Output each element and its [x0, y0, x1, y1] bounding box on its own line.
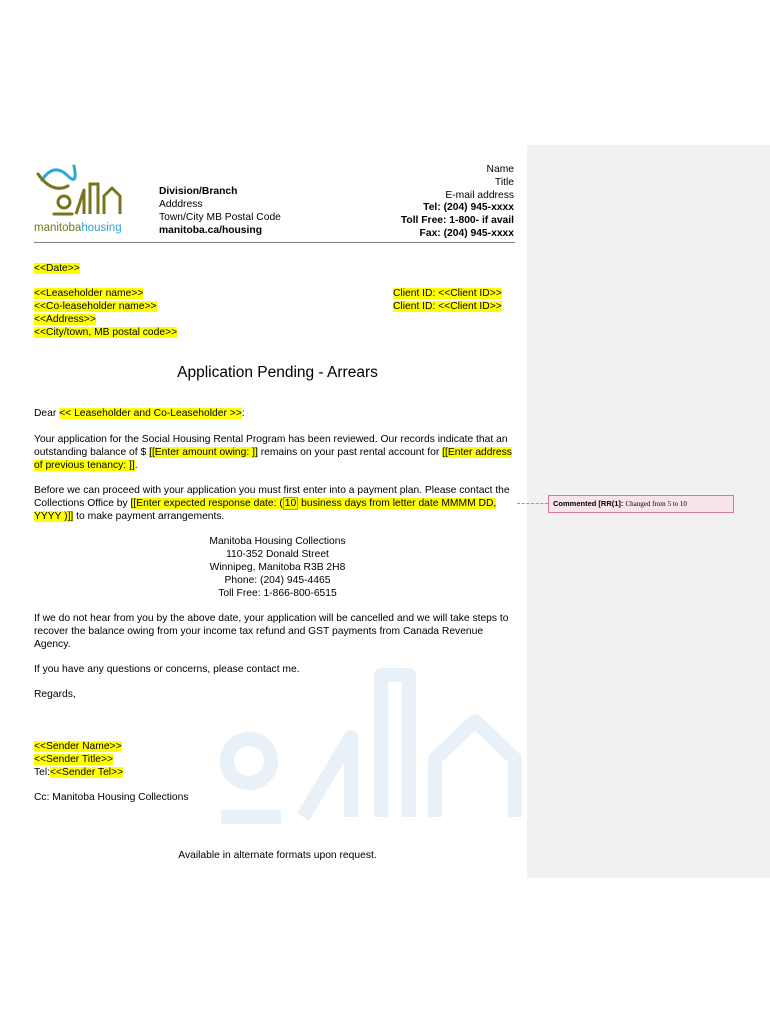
- contact-tel: Tel: (204) 945-xxxx: [423, 202, 514, 214]
- collections-office-address: [0, 535, 555, 600]
- sender-title: <<Sender Title>>: [34, 754, 114, 765]
- client-id-1: Client ID: <<Client ID>>: [393, 288, 502, 299]
- recipient-city: <<City/town, MB postal code>>: [34, 327, 178, 338]
- contact-tollfree: Toll Free: 1-800- if avail: [400, 215, 514, 227]
- salutation: Dear << Leaseholder and Co-Leaseholder >>:: [34, 408, 245, 419]
- division-town: Town/City MB Postal Code: [159, 212, 281, 223]
- header-divider: [34, 242, 515, 243]
- division-street: Adddress: [159, 199, 203, 210]
- comment-connector: [517, 503, 548, 504]
- recipient-coleaseholder: <<Co-leaseholder name>>: [34, 301, 157, 312]
- recipient-address: <<Address>>: [34, 314, 96, 325]
- office-name: Manitoba Housing Collections: [209, 536, 346, 547]
- letter-date: <<Date>>: [34, 263, 80, 274]
- office-phone: Phone: (204) 945-4465: [224, 575, 331, 586]
- paragraph-balance: Your application for the Social Housing Rental Program has been reviewed. Our records indicate that an outstanding balance of $ [[Enter amount owing: ]] remains on your past rental account for [[Enter address of previous tenancy: ]].: [34, 434, 512, 471]
- office-city: Winnipeg, Manitoba R3B 2H8: [209, 562, 346, 573]
- cc-line: Cc: Manitoba Housing Collections: [34, 792, 189, 803]
- contact-email: E-mail address: [445, 189, 514, 201]
- client-id-2: Client ID: <<Client ID>>: [393, 301, 502, 312]
- sender-contact-block: [401, 164, 514, 241]
- alternate-formats-note: Available in alternate formats upon request.: [178, 850, 377, 861]
- comment-balloon[interactable]: Commented [RR(1]: Changed from 5 to 10: [548, 495, 734, 513]
- paragraph-payment-plan: Before we can proceed with your application you must first enter into a payment plan. Please contact the Collections Office by [[Enter expected response date: ( 10 business days from letter date MMMM DD, YYYY )]] to make payment arrangements.: [34, 485, 510, 522]
- paragraph-cancellation: If we do not hear from you by the above date, your application will be cancelled and we will take steps to recover the balance owing from your income tax refund and GST payments from Canada Revenue Agency.: [34, 613, 509, 650]
- closing: Regards,: [34, 689, 76, 700]
- contact-fax: Fax: (204) 945-xxxx: [419, 227, 514, 239]
- contact-title: Title: [494, 176, 514, 188]
- paragraph-questions: If you have any questions or concerns, please contact me.: [34, 664, 300, 675]
- sender-name: <<Sender Name>>: [34, 741, 122, 752]
- division-website: manitoba.ca/housing: [159, 225, 262, 236]
- division-address: [159, 185, 281, 237]
- sender-tel: Tel:<<Sender Tel>>: [34, 767, 124, 778]
- office-street: 110-352 Donald Street: [226, 549, 329, 560]
- logo-wordmark: manitobahousing: [34, 222, 122, 234]
- comment-anchor[interactable]: 10: [284, 498, 297, 509]
- office-tollfree: Toll Free: 1-866-800-6515: [218, 588, 337, 599]
- division-name: Division/Branch: [159, 186, 238, 197]
- contact-name: Name: [486, 164, 514, 175]
- letter-subject: Application Pending - Arrears: [177, 364, 378, 381]
- recipient-leaseholder: <<Leaseholder name>>: [34, 288, 144, 299]
